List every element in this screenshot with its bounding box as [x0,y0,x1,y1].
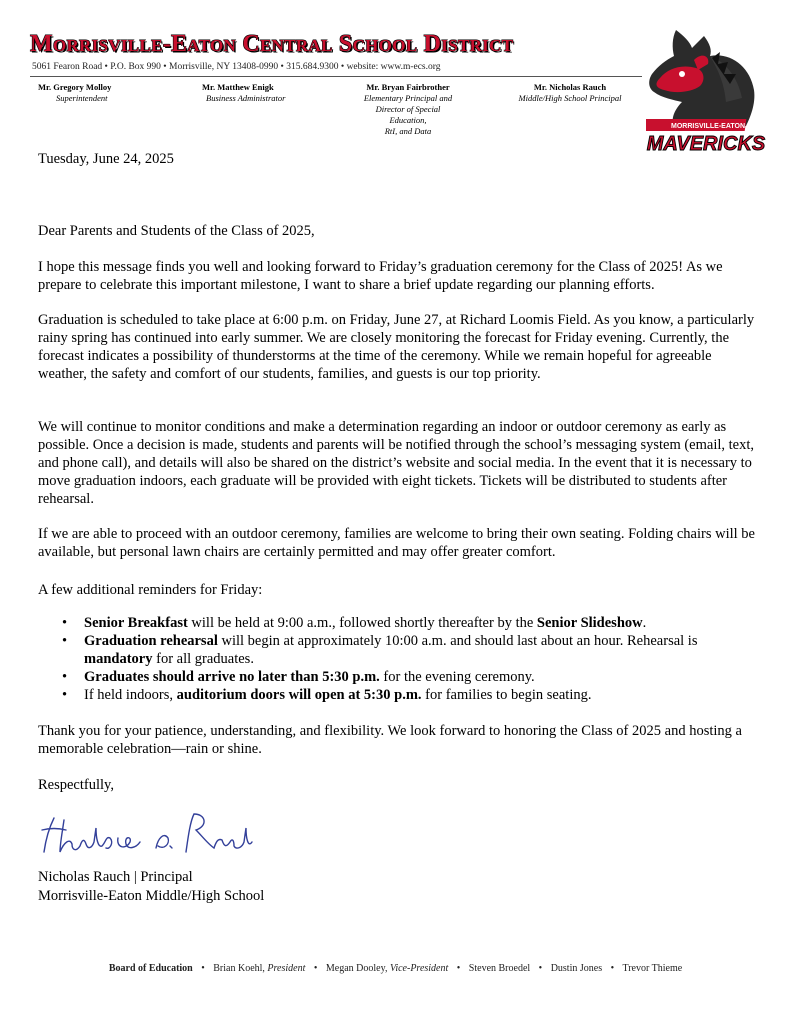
reminder-bold: Senior Slideshow [536,615,643,631]
board-role: President [267,963,306,974]
bullet-icon: • [62,687,68,703]
reminder-text: for the evening ceremony. [379,669,535,685]
district-name: Morrisville-Eaton Central School District [30,31,514,57]
reminder-text: . [642,615,647,631]
reminder-bold: mandatory [84,651,153,667]
paragraph: If we are able to proceed with an outdoor ceremony, families are welcome to bring their own seating. Folding chairs will be available, but personal lawn chairs are certainly permitted and may offer greater comfort. [38,526,755,560]
board-of-education-footer: Board of Education • Brian Koehl, President • Megan Dooley, Vice-President • Steven Broedel • Dustin Jones • Trevor Thieme [108,963,683,974]
admin-name: Mr. Gregory Molloy [38,82,112,92]
reminder-bold: Senior Breakfast [84,615,188,631]
board-role: Vice-President [389,963,449,974]
admin-title: Elementary Principal and [363,93,453,103]
admin-title: Middle/High School Principal [518,93,622,103]
closing-paragraph: Thank you for your patience, understanding, and flexibility. We look forward to honoring the Class of 2025 and hosting a memorable celebration—rain or shine. [38,723,742,757]
signature [36,808,256,862]
admin-superintendent [38,82,111,104]
reminder-bold: auditorium doors will open at 5:30 p.m. [176,687,422,703]
reminder-text: will be held at 9:00 a.m., followed shortly thereafter by the [187,615,537,631]
logo-top-text: MORRISVILLE-EATON [670,123,746,130]
logo-main-text: MAVERICKS [646,133,766,155]
admin-title: Business Administrator [206,93,286,103]
bullet-icon: • [62,669,68,685]
board-member: Brian Koehl [213,963,263,974]
reminder-bold: Graduation rehearsal [84,633,218,649]
admin-elementary [356,82,460,137]
signer-name-title: Nicholas Rauch | Principal [38,869,193,885]
mavericks-horse-logo [646,22,768,157]
signer-block [38,868,760,906]
admin-title: Superintendent [56,93,108,103]
letter-date: Tuesday, June 24, 2025 [38,151,174,167]
paragraph: We will continue to monitor conditions and make a determination regarding an indoor or outdoor ceremony as early as possible. Once a decision is made, students and parents will be notified through the school’s messaging system (email, text, and phone call), and details will also be shared on the district’s website and social media. In the event that it is necessary to move graduation indoors, each graduate will be provided with eight tickets. Tickets will be distributed to students after rehearsal. [38,419,755,507]
reminder-text: If held indoors, [84,687,177,703]
bullet-icon: • [62,615,68,631]
board-member: Steven Broedel [468,963,531,974]
admin-name: Mr. Bryan Fairbrother [366,82,450,92]
reminder-bold: Graduates should arrive no later than 5:30 p.m. [84,669,380,685]
reminder-text: for families to begin seating. [421,687,592,703]
header-divider [30,76,642,77]
paragraph: A few additional reminders for Friday: [38,582,263,598]
admin-title: RtI, and Data [384,126,432,136]
admin-title: Director of Special Education, [375,104,441,125]
salutation: Dear Parents and Students of the Class of 2025, [38,223,315,239]
signer-school: Morrisville-Eaton Middle/High School [38,888,265,904]
list-item [62,686,762,704]
admin-mshs [518,82,622,104]
district-address: 5061 Fearon Road • P.O. Box 990 • Morrisville, NY 13408-0990 • 315.684.9300 • website: www.m-ecs.org [32,62,441,72]
admin-name: Mr. Matthew Enigk [202,82,274,92]
admin-business [202,82,285,104]
board-label: Board of Education [108,963,193,974]
reminders-list [62,614,762,704]
paragraph: I hope this message finds you well and looking forward to Friday’s graduation ceremony for the Class of 2025! As we prepare to celebrate this important milestone, I want to share a brief update regarding our planning efforts. [38,259,723,293]
admin-name: Mr. Nicholas Rauch [533,82,607,92]
paragraph: Graduation is scheduled to take place at 6:00 p.m. on Friday, June 27, at Richard Loomis Field. As you know, a particularly rainy spring has continued into early summer. We are closely monitoring the forecast for Friday evening. Currently, the forecast indicates a possibility of thunderstorms at the time of the ceremony. While we remain hopeful for agreeable weather, the safety and comfort of our students, families, and guests is our top priority. [38,312,755,382]
board-member: Megan Dooley [325,963,385,974]
list-item [62,614,762,632]
board-member: Trevor Thieme [622,963,683,974]
closing: Respectfully, [38,777,114,793]
reminder-text: for all graduates. [152,651,254,667]
list-item [62,632,762,668]
board-member: Dustin Jones [550,963,603,974]
list-item [62,668,762,686]
bullet-icon: • [62,633,68,649]
reminder-text: will begin at approximately 10:00 a.m. and should last about an hour. Rehearsal is [217,633,698,649]
